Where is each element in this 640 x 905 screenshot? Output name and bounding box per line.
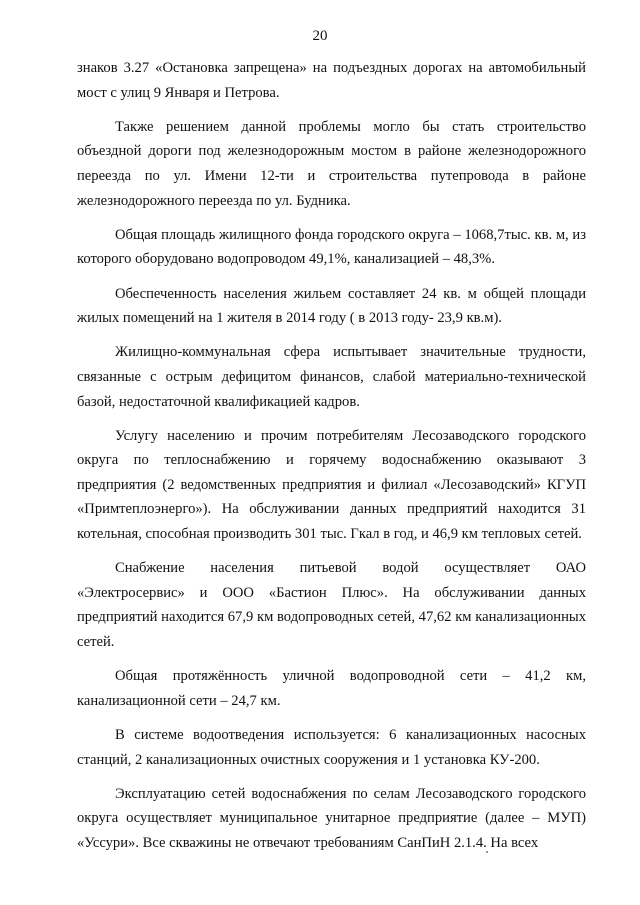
paragraph: Общая протяжённость уличной водопроводной сети – 41,2 км, канализационной сети – 24,7 км. <box>77 668 586 709</box>
paragraph: Услугу населению и прочим потребителям Лесозаводского городского округа по теплоснабжению и горячему водоснабжению оказывают 3 предприятия (2 ведомственных предприятия и филиал «Лесозаводский» КГУП «Примтеплоэнерго»). На обслуживании данных предприятий находится 31 котельная, способная производить 301 тыс. Гкал в год, и 46,9 км тепловых сетей. <box>77 427 586 543</box>
scan-speck <box>486 851 488 853</box>
paragraph: Снабжение населения питьевой водой осуществляет ОАО «Электросервис» и ООО «Бастион Плюс». На обслуживании данных предприятий находится 67,9 км водопроводных сетей, 47,62 км канализационных сетей. <box>77 560 586 651</box>
paragraph: Общая площадь жилищного фонда городского округа – 1068,7тыс. кв. м, из которого оборудовано водопроводом 49,1%, канализацией – 48,3%. <box>77 226 586 268</box>
paragraph: Также решением данной проблемы могло бы стать строительство объездной дороги под железнодорожным мостом в районе железнодорожного переезда по ул. Имени 12-ти и строительства путепровода в районе железнодорожного переезда по ул. Будника. <box>77 118 586 209</box>
paragraph: Жилищно-коммунальная сфера испытывает значительные трудности, связанные с острым дефицитом финансов, слабой материально-технической базой, недостаточной квалификацией кадров. <box>77 344 586 410</box>
document-body <box>77 56 586 865</box>
paragraph: В системе водоотведения используется: 6 канализационных насосных станций, 2 канализационных очистных сооружения и 1 установка КУ-200. <box>77 727 586 768</box>
paragraph-continued: знаков 3.27 «Остановка запрещена» на подъездных дорогах на автомобильный мост с улиц 9 Января и Петрова. <box>77 60 586 101</box>
paragraph: Обеспеченность населения жильем составляет 24 кв. м общей площади жилых помещений на 1 жителя в 2014 году ( в 2013 году- 23,9 кв.м). <box>77 285 586 327</box>
paragraph: Эксплуатацию сетей водоснабжения по селам Лесозаводского городского округа осуществляет муниципальное унитарное предприятие (далее – МУП) «Уссури». Все скважины не отвечают требованиям СанПиН 2.1.4. На всех <box>77 785 586 851</box>
page-number: 20 <box>312 28 328 44</box>
